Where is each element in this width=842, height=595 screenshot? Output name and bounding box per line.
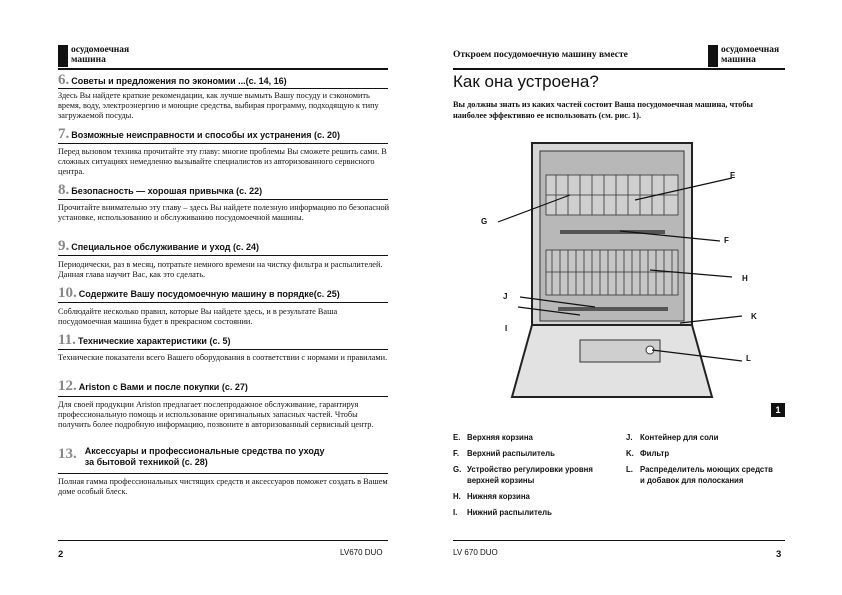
- brand-line2: машина: [71, 55, 106, 65]
- section-12-heading: 12. Ariston с Вами и после покупки (с. 27): [58, 378, 248, 394]
- section-7-rule: [58, 143, 388, 144]
- footer-rule-right: [453, 540, 785, 541]
- legend-item-l: L. Распределитель моющих средств и добавок для полоскания: [626, 465, 773, 485]
- legend-item-g: G. Устройство регулировки уровня верхней корзины: [453, 465, 593, 485]
- footer-rule-left: [58, 540, 388, 541]
- label-j: J: [503, 292, 508, 301]
- section-6-rule: [58, 88, 388, 89]
- label-g: G: [481, 217, 488, 226]
- section-9-rule: [58, 255, 388, 256]
- brand-logo-mark: [58, 45, 68, 67]
- brand-logo-right: [708, 45, 779, 67]
- legend-item-k: K. Фильтр: [626, 449, 670, 458]
- section-9-heading: 9. Специальное обслуживание и уход (с. 24): [58, 238, 259, 254]
- section-11-body: Технические показатели всего Вашего оборудования в соответствии с нормами и правилами.: [58, 353, 388, 362]
- section-8-rule: [58, 199, 388, 200]
- header-rule-right: [453, 68, 785, 70]
- brand-line1-right: осудомоечная: [721, 45, 780, 55]
- section-6-body: Здесь Вы найдете краткие рекомендации, как лучше вымыть Вашу посуду и сэкономить время, воду, электроэнергию и моющие средства, выбирая программу, подходящую к типу загружаемой посуды.: [58, 91, 379, 121]
- legend-item-h: H. Нижняя корзина: [453, 492, 530, 501]
- intro-text: Вы должны знать из каких частей состоит Ваша посудомоечная машина, чтобы наиболее эффективно ее использовать (см. рис. 1).: [453, 100, 753, 120]
- model-left: LV670 DUO: [340, 548, 383, 557]
- section-9-body: Периодически, раз в месяц, потратьте немного времени на чистку фильтра и распылителей. Данная глава научит Вас, как это сделать.: [58, 260, 383, 280]
- label-k: K: [751, 312, 757, 321]
- section-8-heading: 8. Безопасность — хорошая привычка (с. 22): [58, 182, 263, 198]
- section-6-heading: 6. Советы и предложения по экономии ...(с. 14, 16): [58, 72, 287, 88]
- label-e: E: [730, 171, 736, 180]
- section-10-body: Соблюдайте несколько правил, которые Вы найдете здесь, и в результате Ваша посудомоечная машина будет в прекрасном состоянии.: [58, 307, 338, 327]
- legend-item-e: E. Верхняя корзина: [453, 433, 533, 442]
- section-12-rule: [58, 396, 388, 397]
- section-11-heading: 11. Технические характеристики (с. 5): [58, 332, 231, 348]
- brand-logo-left: [58, 45, 129, 67]
- brand-logo-text: [71, 45, 129, 65]
- legend-item-f: F. Верхний распылитель: [453, 449, 555, 458]
- section-7-heading: 7. Возможные неисправности и способы их устранения (с. 20): [58, 126, 341, 142]
- legend-left: [453, 432, 628, 518]
- section-11-rule: [58, 349, 388, 350]
- page-heading: Как она устроена?: [453, 72, 599, 91]
- label-f: F: [724, 236, 729, 245]
- figure-number: 1: [771, 403, 785, 417]
- page-number-left: 2: [58, 549, 64, 560]
- label-i: I: [505, 324, 508, 333]
- brand-logo-mark-right: [708, 45, 718, 67]
- header-rule-left: [58, 68, 388, 70]
- legend-item-j: J. Контейнер для соли: [626, 433, 719, 442]
- right-header-title: Откроем посудомоечную машину вместе: [453, 50, 628, 60]
- brand-line1: осудомоечная: [71, 45, 130, 55]
- section-13-rule: [58, 473, 388, 474]
- page-number-right: 3: [776, 549, 782, 560]
- section-7-body: Перед вызовом техника прочитайте эту главу: многие проблемы Вы сможете решить сами. В сложных ситуациях немедленно вызывайте специалистов из авторизованного сервисного центра.: [58, 147, 387, 177]
- brand-line2-right: машина: [721, 55, 756, 65]
- brand-logo-text-right: [721, 45, 779, 65]
- section-10-heading: 10. Содержите Вашу посудомоечную машину в порядке(с. 25): [58, 285, 340, 301]
- section-13-heading: 13. Аксессуары и профессиональные средства по уходу за бытовой техникой (с. 28): [58, 446, 325, 467]
- legend-item-i: I. Нижний распылитель: [453, 508, 552, 517]
- section-10-rule: [58, 302, 388, 303]
- legend-right: [626, 432, 786, 486]
- label-h: H: [742, 274, 748, 283]
- lower-sprayer: [558, 307, 668, 311]
- section-8-body: Прочитайте внимательно эту главу – здесь Вы найдете полезную информацию по безопасной установке, использованию и обслуживанию посудомоечной машины.: [58, 203, 390, 223]
- model-right: LV 670 DUO: [453, 548, 498, 557]
- lower-basket: [546, 250, 678, 295]
- label-l: L: [746, 354, 751, 363]
- section-13-body: Полная гамма профессиональных чистящих средств и аксессуаров поможет создать в Вашем доме особый блеск.: [58, 477, 388, 497]
- section-12-body: Для своей продукции Ariston предлагает послепродажное обслуживание, гарантируя профессиональную помощь и использование оригинальных запасных частей. Чтобы получить более подробную информацию, позвоните в авторизованный сервисный центр.: [58, 400, 374, 430]
